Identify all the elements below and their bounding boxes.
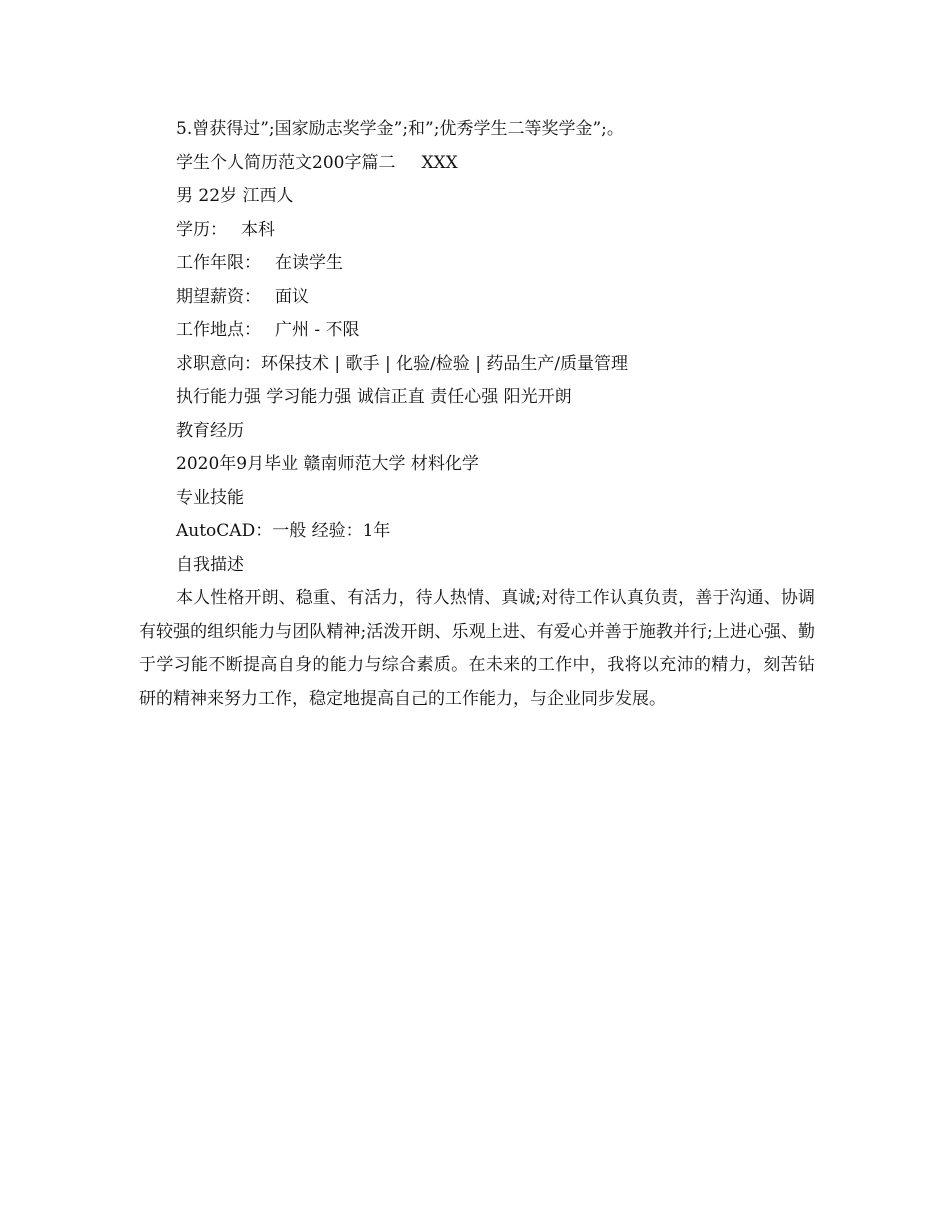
basic-info-text: 男 22岁 江西人	[176, 186, 294, 206]
work-years-label: 工作年限：	[176, 253, 261, 273]
resume-heading	[139, 147, 819, 181]
skills-line	[139, 515, 819, 549]
resume-content	[139, 113, 819, 716]
traits-line	[139, 381, 819, 415]
self-description-heading-text: 自我描述	[176, 554, 244, 575]
education-history-heading-text: 教育经历	[176, 420, 244, 441]
skills-heading-text: 专业技能	[176, 487, 244, 508]
skills-heading	[139, 482, 819, 516]
location-label: 工作地点：	[176, 320, 261, 340]
award-text: 5.曾获得过”;国家励志奖学金”;和”;优秀学生二等奖学金”;。	[176, 119, 624, 139]
location-line	[139, 314, 819, 348]
self-description-heading	[139, 549, 819, 583]
location-value: 广州 - 不限	[275, 320, 360, 340]
salary-value: 面议	[275, 286, 309, 307]
resume-title: 学生个人简历范文200字篇二	[176, 152, 396, 173]
skills-text: AutoCAD：一般 经验：1年	[176, 521, 391, 541]
job-intent-line	[139, 348, 819, 382]
basic-info-line	[139, 180, 819, 214]
work-years-line	[139, 247, 819, 281]
self-description-paragraph: 本人性格开朗、稳重、有活力，待人热情、真诚;对待工作认真负责，善于沟通、协调有较强的组织能力与团队精神;活泼开朗、乐观上进、有爱心并善于施教并行;上进心强、勤于学习能不断提高自身的能力与综合素质。在未来的工作中，我将以充沛的精力，刻苦钻研的精神来努力工作，稳定地提高自己的工作能力，与企业同步发展。	[139, 588, 815, 709]
job-intent-text: 求职意向：环保技术 | 歌手 | 化验/检验 | 药品生产/质量管理	[176, 353, 629, 374]
education-history-text: 2020年9月毕业 赣南师范大学 材料化学	[176, 454, 479, 474]
education-value: 本科	[241, 219, 275, 240]
traits-text: 执行能力强 学习能力强 诚信正直 责任心强 阳光开朗	[176, 387, 572, 407]
salary-line	[139, 281, 819, 315]
work-years-value: 在读学生	[275, 253, 343, 273]
award-line	[139, 113, 819, 147]
education-label: 学历：	[176, 219, 227, 240]
education-history-line	[139, 448, 819, 482]
candidate-name: XXX	[421, 152, 458, 173]
education-line	[139, 214, 819, 248]
salary-label: 期望薪资：	[176, 286, 261, 307]
education-history-heading	[139, 415, 819, 449]
